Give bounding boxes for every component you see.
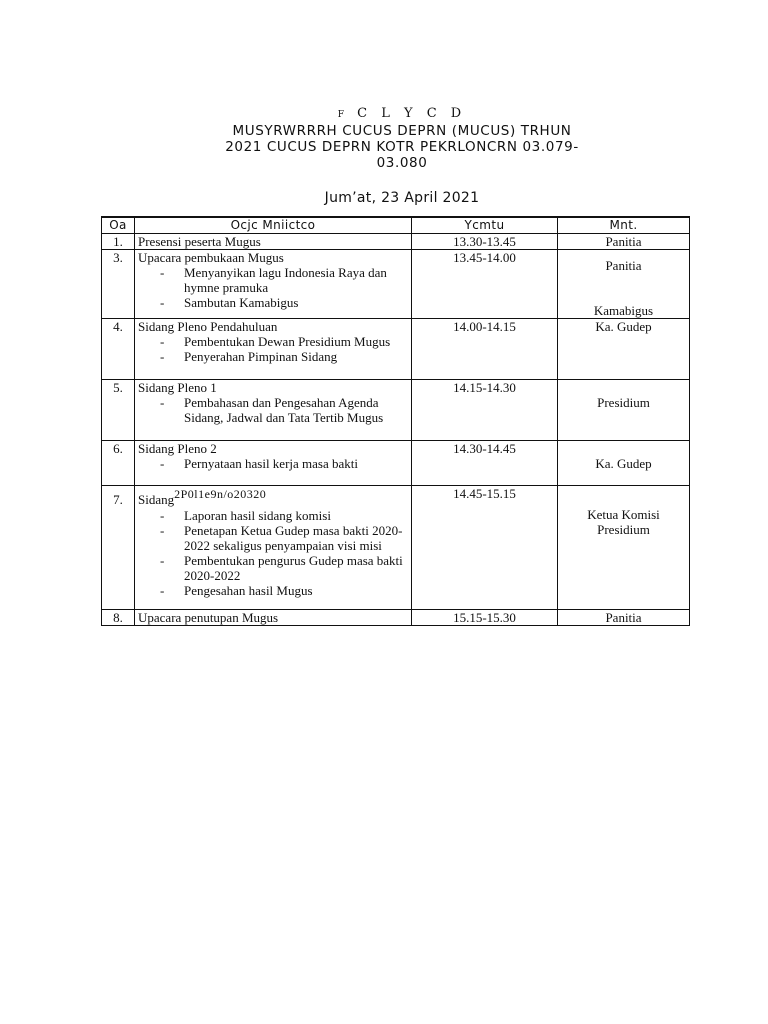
activity-cell <box>135 610 412 626</box>
heading-line-3: 03.080 <box>376 155 428 171</box>
pic-name: Ka. Gudep <box>595 319 652 334</box>
time-cell: 14.15-14.30 <box>412 380 558 441</box>
event-date: Jum’at, 23 April 2021 <box>324 190 480 206</box>
activity-title: Upacara penutupan Mugus <box>138 610 279 625</box>
activity-title: Upacara pembukaan Mugus <box>138 250 284 265</box>
activity-title: Sidang Pleno 1 <box>138 380 217 395</box>
row-number: 7. <box>102 486 135 610</box>
time-cell: 13.30-13.45 <box>412 234 558 250</box>
activity-cell <box>135 319 412 380</box>
table-row <box>102 441 690 486</box>
row-number: 5. <box>102 380 135 441</box>
document-title <box>100 106 704 123</box>
activity-title: Sidang Pleno Pendahuluan <box>138 319 278 334</box>
time-cell: 14.00-14.15 <box>412 319 558 380</box>
activity-subitems <box>138 395 408 425</box>
activity-subitems <box>138 265 408 310</box>
list-item: - Penetapan Ketua Gudep masa bakti 2020-2022 sekaligus penyampaian visi misi <box>138 523 408 553</box>
table-row <box>102 250 690 319</box>
activity-title-text: Sidang <box>138 492 175 507</box>
row-number: 6. <box>102 441 135 486</box>
activity-title: Presensi peserta Mugus <box>138 234 261 249</box>
activity-subitems <box>138 334 408 364</box>
activity-title <box>138 487 408 508</box>
pic-cell <box>558 319 690 380</box>
activity-cell <box>135 380 412 441</box>
pic-name: Presidium <box>597 522 650 537</box>
pic-cell <box>558 250 690 319</box>
pic-name: Panitia <box>605 234 642 249</box>
pic-cell <box>558 610 690 626</box>
time-cell: 15.15-15.30 <box>412 610 558 626</box>
heading-line-1: MUSYRWRRRH CUCUS DEPRN (MUCUS) TRHUN <box>232 123 572 139</box>
list-item: - Menyanyikan lagu Indonesia Raya dan hymne pramuka <box>138 265 408 295</box>
heading-line-2: 2021 CUCUS DEPRN KOTR PEKRLONCRN 03.079- <box>225 139 579 155</box>
table-row <box>102 380 690 441</box>
list-item: - Pernyataan hasil kerja masa bakti <box>138 456 408 471</box>
table-header-row <box>102 217 690 234</box>
table-row <box>102 319 690 380</box>
pic-name: Panitia <box>605 610 642 625</box>
activity-cell <box>135 250 412 319</box>
activity-subitems <box>138 508 408 598</box>
col-header-pic: Mnt. <box>558 217 690 234</box>
activity-cell <box>135 234 412 250</box>
list-item: - Pembentukan Dewan Presidium Mugus <box>138 334 408 349</box>
pic-name: Kamabigus <box>593 303 654 318</box>
table-row <box>102 610 690 626</box>
list-item: - Pembahasan dan Pengesahan Agenda Sidang, Jadwal dan Tata Tertib Mugus <box>138 395 408 425</box>
activity-cell <box>135 441 412 486</box>
activity-subitems <box>138 456 408 471</box>
time-cell: 13.45-14.00 <box>412 250 558 319</box>
row-number: 4. <box>102 319 135 380</box>
time-cell: 14.30-14.45 <box>412 441 558 486</box>
col-header-no: Oa <box>102 217 135 234</box>
table-row <box>102 234 690 250</box>
col-header-time: Ycmtu <box>412 217 558 234</box>
pic-cell <box>558 234 690 250</box>
pic-name: Ka. Gudep <box>595 455 652 471</box>
list-item: - Penyerahan Pimpinan Sidang <box>138 349 408 364</box>
pic-cell <box>558 380 690 441</box>
list-item: - Sambutan Kamabigus <box>138 295 408 310</box>
title-lead: F <box>337 110 349 120</box>
time-cell: 14.45-15.15 <box>412 486 558 610</box>
activity-title-overprint: 2P0l1e9n/o20320 <box>174 487 267 501</box>
pic-name: Ketua Komisi <box>587 507 660 522</box>
row-number: 8. <box>102 610 135 626</box>
col-header-activity: Ocjc Mniictco <box>135 217 412 234</box>
document-header <box>100 106 704 206</box>
pic-cell <box>558 486 690 610</box>
activity-title: Sidang Pleno 2 <box>138 441 217 456</box>
list-item: - Pembentukan pengurus Gudep masa bakti 2020-2022 <box>138 553 408 583</box>
activity-cell <box>135 486 412 610</box>
pic-name: Panitia <box>605 258 642 273</box>
list-item: - Laporan hasil sidang komisi <box>138 508 408 523</box>
pic-cell <box>558 441 690 486</box>
schedule-table <box>101 216 690 626</box>
pic-name: Presidium <box>597 395 650 410</box>
title-rest: C L Y C D <box>357 106 467 121</box>
list-item: - Pengesahan hasil Mugus <box>138 583 408 598</box>
row-number: 1. <box>102 234 135 250</box>
row-number: 3. <box>102 250 135 319</box>
table-row <box>102 486 690 610</box>
